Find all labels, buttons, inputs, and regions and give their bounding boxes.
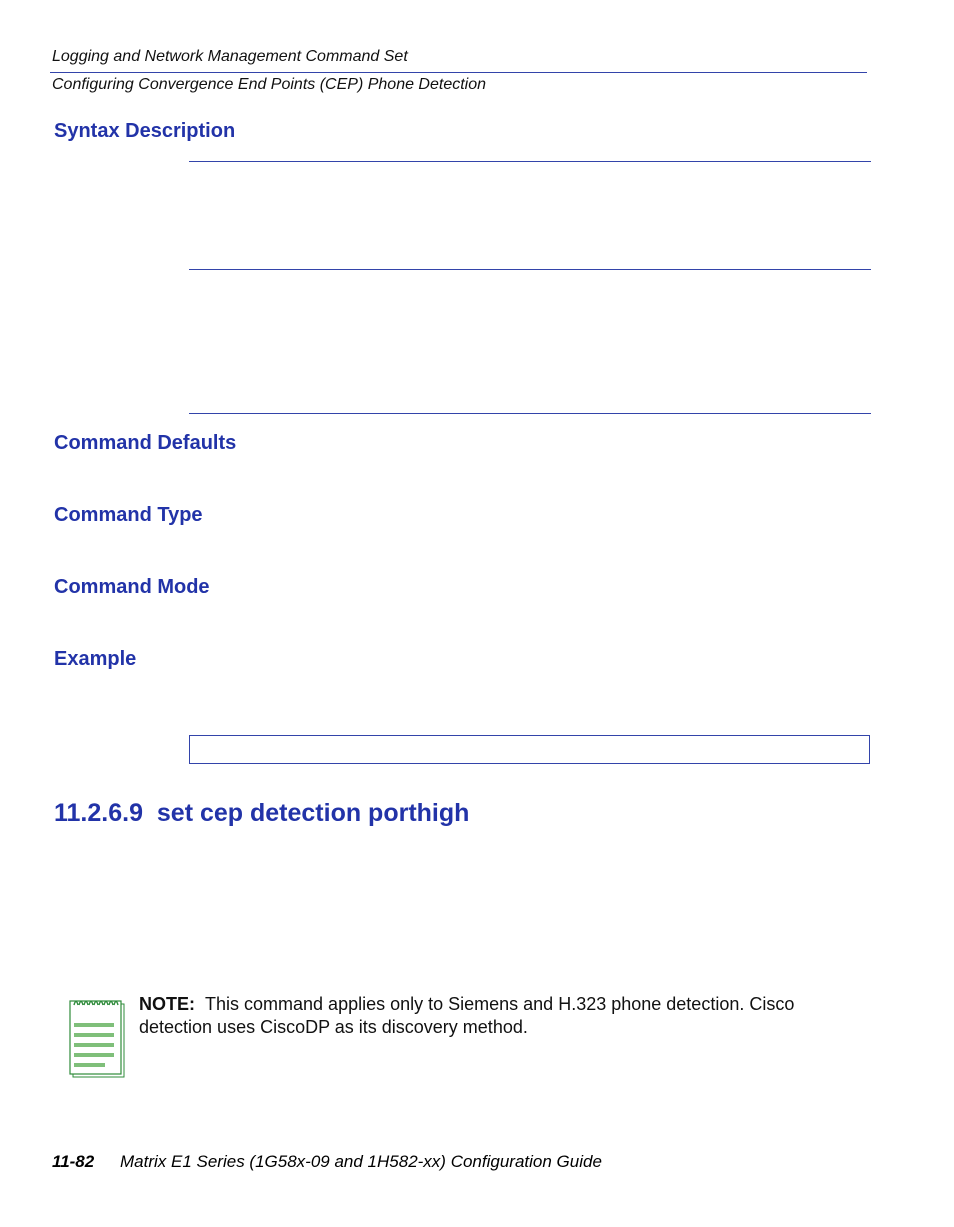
- running-header-subtitle: Configuring Convergence End Points (CEP) Phone Detection: [52, 76, 487, 93]
- command-defaults-heading: Command Defaults: [54, 432, 237, 454]
- table-rule-bottom: [189, 413, 871, 414]
- note-body: This command applies only to Siemens and H.323 phone detection. Cisco detection uses CiscoDP as its discovery method.: [139, 994, 795, 1037]
- running-header-title: Logging and Network Management Command Set: [52, 48, 408, 65]
- note-label: NOTE:: [139, 994, 195, 1014]
- command-type-heading: Command Type: [54, 504, 203, 526]
- note-text: [139, 993, 859, 1039]
- subsection-number: 11.2.6.9: [54, 799, 143, 827]
- syntax-description-heading: Syntax Description: [54, 120, 236, 142]
- subsection-title: set cep detection porthigh: [156, 799, 470, 827]
- table-rule-middle: [189, 269, 871, 270]
- example-code-box: [189, 735, 870, 764]
- example-heading: Example: [54, 648, 137, 670]
- notepad-icon: [68, 996, 126, 1078]
- command-mode-heading: Command Mode: [54, 576, 210, 598]
- footer-page-number: 11-82: [52, 1152, 95, 1171]
- subsection-heading: [54, 799, 469, 828]
- table-rule-top: [189, 161, 871, 162]
- footer-guide-title: Matrix E1 Series (1G58x-09 and 1H582-xx) Configuration Guide: [120, 1152, 602, 1171]
- header-rule: [50, 72, 867, 73]
